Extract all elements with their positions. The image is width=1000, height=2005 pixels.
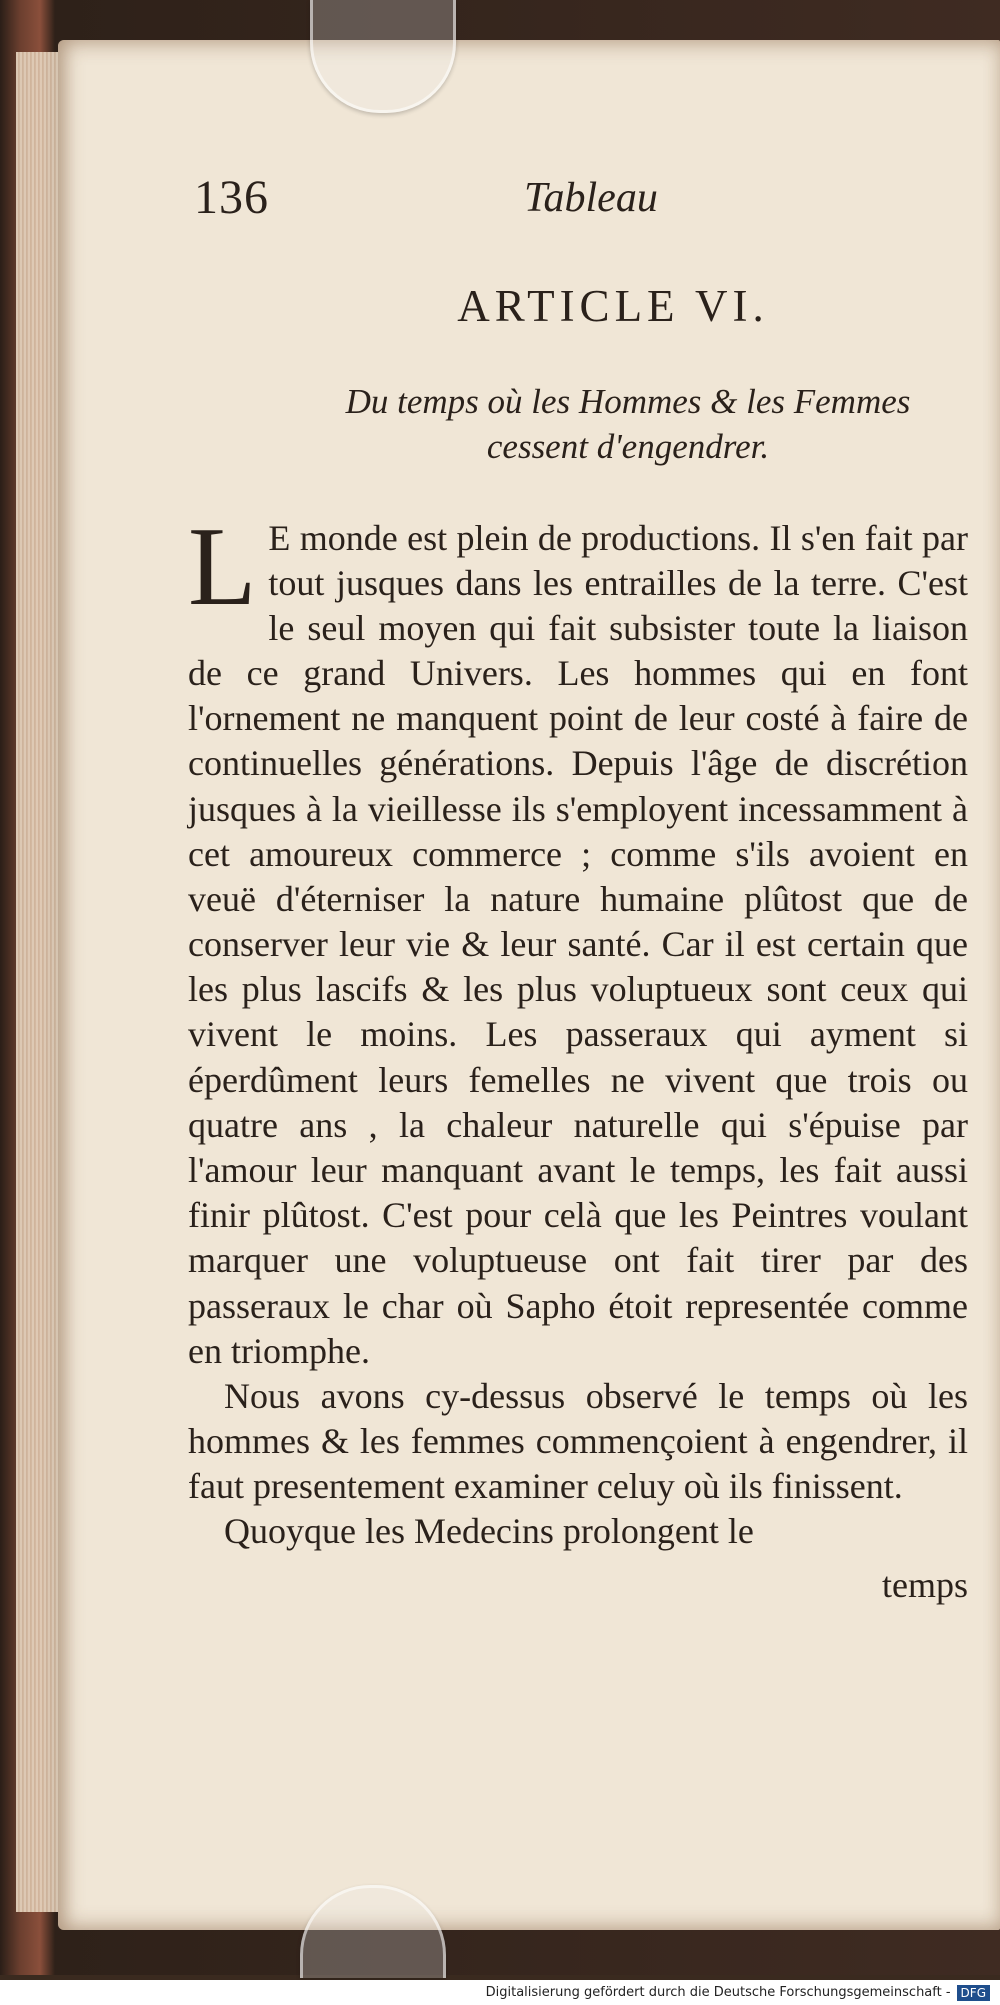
page-number: 136 [194,171,269,224]
subtitle-line-2: cessent d'engendrer. [486,426,770,466]
page-edges [16,52,58,1912]
paragraph-2: Nous avons cy-dessus observé le temps où les hommes & les femmes commençoient à engendrer, il faut presentement examiner celuy où ils finissent. [188,1375,968,1507]
drop-cap: L [188,504,257,629]
paragraph-1-text: E monde est plein de productions. Il s'en fait par tout jusques dans les entrailles de la terre. C'est le seul moyen qui fait subsister toute la liaison de ce grand Univers. Les hommes qui en font l'ornement ne manquent point de leur costé à faire de continuelles générations. Depuis l'âge de discrétion jusques à la vieillesse ils s'employent incessamment à cet amoureux commerce ; comme s'ils avoient en veuë d'éterniser la nature humaine plûtost que de conserver leur vie & leur santé. Car il est certain que les plus lascifs & les plus voluptueux sont ceux qui vivent le moins. Les passeraux qui ayment si éperdûment leurs femelles ne vivent que trois ou quatre ans , la chaleur naturelle qui s'épuise par l'amour leur manquant avant le temps, les fait aussi finir plûtost. C'est pour celà que les Peintres voulant marquer une voluptueuse ont fait tirer par des passeraux le char où Sapho étoit representée comme en triomphe. [188,517,968,1371]
digitization-credit [0,1980,1000,2005]
subtitle-line-1: Du temps où les Hommes & les Femmes [345,382,911,421]
page-text-area [188,170,968,1608]
credit-text: Digitalisierung gefördert durch die Deutsche Forschungsgemeinschaft - [485,1985,951,2000]
catchword: temps [882,1564,968,1605]
running-head [188,170,968,232]
dfg-logo: DFG [957,1985,990,2001]
paragraph-3: Quoyque les Medecins prolongent le [224,1511,754,1552]
article-subtitle [188,380,968,470]
article-title: ARTICLE VI. [457,281,769,331]
body-text [188,504,968,1608]
running-title: Tableau [524,175,658,221]
paragraph-1 [188,504,968,1374]
